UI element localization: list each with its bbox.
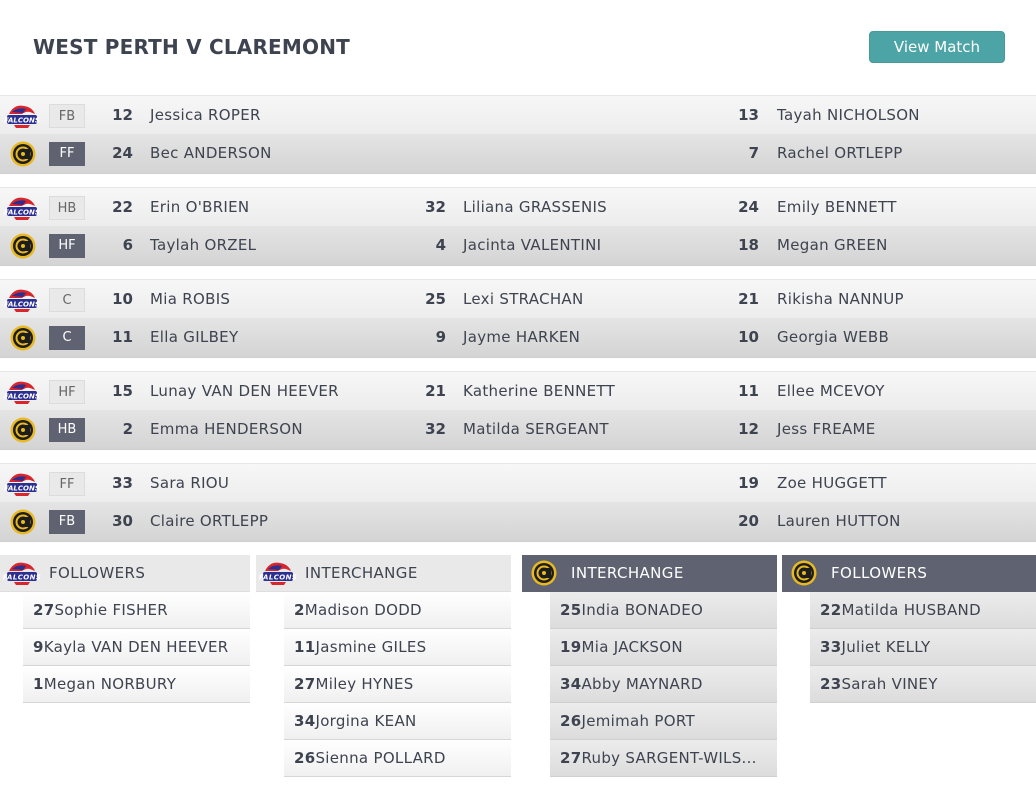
player-name[interactable]: Zoe HUGGETT xyxy=(777,474,887,492)
player-name: Sarah VINEY xyxy=(841,675,938,693)
player-number: 27 xyxy=(560,749,582,767)
claremont-logo xyxy=(7,508,39,536)
player-name: Jemimah PORT xyxy=(581,712,695,730)
player-name: Matilda HUSBAND xyxy=(841,601,981,619)
player-name[interactable]: Georgia WEBB xyxy=(777,328,890,346)
player-number: 23 xyxy=(820,675,842,693)
player-name: Kayla VAN DEN HEEVER xyxy=(43,638,229,656)
player-number: 13 xyxy=(738,106,759,124)
claremont-logo xyxy=(7,324,39,352)
bench-player[interactable] xyxy=(550,666,777,703)
player-name: Juliet KELLY xyxy=(841,638,931,656)
claremont-logo-icon xyxy=(7,508,39,536)
claremont-interchange-panel xyxy=(522,555,777,777)
claremont-logo xyxy=(528,559,560,587)
player-number: 25 xyxy=(560,601,582,619)
player-number: 11 xyxy=(112,328,133,346)
claremont-logo-icon xyxy=(7,416,39,444)
falcons-logo xyxy=(258,559,298,587)
player-number: 24 xyxy=(738,198,759,216)
player-number: 12 xyxy=(112,106,133,124)
player-number: 21 xyxy=(738,290,759,308)
player-name: Miley HYNES xyxy=(315,675,414,693)
player-name: Mia JACKSON xyxy=(581,638,683,656)
player-number: 9 xyxy=(33,638,44,656)
player-name: India BONADEO xyxy=(581,601,704,619)
claremont-logo-icon xyxy=(528,559,560,587)
bench-player[interactable] xyxy=(550,592,777,629)
player-name: Madison DODD xyxy=(304,601,422,619)
player-name[interactable]: Bec ANDERSON xyxy=(150,144,272,162)
player-name[interactable]: Rikisha NANNUP xyxy=(777,290,904,308)
claremont-logo xyxy=(7,232,39,260)
bench-player[interactable] xyxy=(23,592,250,629)
player-name: Sienna POLLARD xyxy=(315,749,446,767)
player-name[interactable]: Mia ROBIS xyxy=(150,290,231,308)
falcons-logo xyxy=(6,470,38,498)
player-name[interactable]: Lauren HUTTON xyxy=(777,512,901,530)
position-badge: FF xyxy=(49,142,85,166)
player-number: 32 xyxy=(425,420,446,438)
player-number: 22 xyxy=(112,198,133,216)
player-number: 11 xyxy=(294,638,316,656)
falcons-logo xyxy=(6,286,38,314)
bench-player[interactable] xyxy=(23,666,250,703)
panel-header xyxy=(782,555,1036,592)
bench-player[interactable] xyxy=(284,592,511,629)
bench-player[interactable] xyxy=(810,592,1036,629)
player-number: 12 xyxy=(738,420,759,438)
claremont-row xyxy=(0,318,1036,358)
player-number: 32 xyxy=(425,198,446,216)
player-number: 10 xyxy=(112,290,133,308)
player-name[interactable]: Erin O'BRIEN xyxy=(150,198,250,216)
player-number: 10 xyxy=(738,328,759,346)
player-name[interactable]: Tayah NICHOLSON xyxy=(777,106,920,124)
bench-player[interactable] xyxy=(810,629,1036,666)
player-number: 34 xyxy=(560,675,582,693)
falcons-logo-icon xyxy=(6,102,38,130)
player-name[interactable]: Sara RIOU xyxy=(150,474,230,492)
panel-title: INTERCHANGE xyxy=(305,564,418,582)
svg-text:FALCONS: FALCONS xyxy=(4,392,40,401)
player-number: 21 xyxy=(425,382,446,400)
panel-header xyxy=(256,555,511,592)
falcons-logo-icon xyxy=(6,286,38,314)
player-number: 4 xyxy=(435,236,446,254)
panel-title: FOLLOWERS xyxy=(49,564,146,582)
falcons-logo-icon xyxy=(2,559,42,587)
svg-text:FALCONS: FALCONS xyxy=(4,116,40,125)
player-number: 26 xyxy=(294,749,316,767)
player-number: 34 xyxy=(294,712,316,730)
svg-text:FALCONS: FALCONS xyxy=(4,208,40,217)
claremont-row xyxy=(0,502,1036,542)
west-perth-row xyxy=(0,463,1036,503)
bench-player[interactable] xyxy=(284,629,511,666)
player-name[interactable]: Jayme HARKEN xyxy=(463,328,581,346)
falcons-logo-icon xyxy=(6,378,38,406)
player-number: 1 xyxy=(33,675,44,693)
bench-player[interactable] xyxy=(284,740,511,777)
player-name[interactable]: Katherine BENNETT xyxy=(463,382,616,400)
bench-player[interactable] xyxy=(284,666,511,703)
claremont-row xyxy=(0,410,1036,450)
player-name[interactable]: Emily BENNETT xyxy=(777,198,897,216)
position-badge: HB xyxy=(49,196,85,220)
west-perth-interchange-panel xyxy=(256,555,511,777)
player-number: 26 xyxy=(560,712,582,730)
bench-player[interactable] xyxy=(550,740,777,777)
player-number: 25 xyxy=(425,290,446,308)
player-number: 33 xyxy=(112,474,133,492)
claremont-row xyxy=(0,226,1036,266)
svg-text:FALCONS: FALCONS xyxy=(4,484,40,493)
claremont-followers-panel xyxy=(782,555,1036,703)
player-number: 2 xyxy=(294,601,305,619)
panel-header xyxy=(522,555,777,592)
position-badge: C xyxy=(49,326,85,350)
player-number: 7 xyxy=(748,144,759,162)
player-name[interactable]: Emma HENDERSON xyxy=(150,420,303,438)
player-name[interactable]: Claire ORTLEPP xyxy=(150,512,269,530)
bench-player[interactable] xyxy=(810,666,1036,703)
player-name: Sophie FISHER xyxy=(54,601,169,619)
position-badge: HB xyxy=(49,418,85,442)
falcons-logo xyxy=(6,102,38,130)
west-perth-row xyxy=(0,187,1036,227)
falcons-logo xyxy=(6,194,38,222)
player-number: 33 xyxy=(820,638,842,656)
svg-text:FALCONS: FALCONS xyxy=(258,573,298,582)
player-name[interactable]: Jacinta VALENTINI xyxy=(463,236,602,254)
position-badge: C xyxy=(49,288,85,312)
falcons-logo-icon xyxy=(6,470,38,498)
bench-player[interactable] xyxy=(23,629,250,666)
position-badge: FB xyxy=(49,104,85,128)
claremont-logo-icon xyxy=(7,324,39,352)
player-name[interactable]: Matilda SERGEANT xyxy=(463,420,609,438)
west-perth-row xyxy=(0,279,1036,319)
claremont-logo-icon xyxy=(7,140,39,168)
player-number: 19 xyxy=(560,638,582,656)
claremont-logo xyxy=(7,140,39,168)
panel-header xyxy=(0,555,250,592)
player-number: 20 xyxy=(738,512,759,530)
player-name: Jasmine GILES xyxy=(315,638,427,656)
bench-player[interactable] xyxy=(550,703,777,740)
falcons-logo-icon xyxy=(258,559,298,587)
claremont-row xyxy=(0,134,1036,174)
player-number: 9 xyxy=(435,328,446,346)
panel-title: INTERCHANGE xyxy=(571,564,684,582)
west-perth-row xyxy=(0,371,1036,411)
position-badge: HF xyxy=(49,234,85,258)
falcons-logo-icon xyxy=(6,194,38,222)
player-name[interactable]: Jessica ROPER xyxy=(150,106,261,124)
position-badge: FF xyxy=(49,472,85,496)
player-name: Megan NORBURY xyxy=(43,675,177,693)
player-number: 19 xyxy=(738,474,759,492)
player-name: Abby MAYNARD xyxy=(581,675,703,693)
player-name: Ruby SARGENT-WILS... xyxy=(581,749,757,767)
player-name[interactable]: Liliana GRASSENIS xyxy=(463,198,608,216)
player-number: 27 xyxy=(294,675,316,693)
svg-text:FALCONS: FALCONS xyxy=(2,573,42,582)
player-number: 11 xyxy=(738,382,759,400)
player-number: 2 xyxy=(122,420,133,438)
claremont-logo-icon xyxy=(788,559,820,587)
player-name[interactable]: Jess FREAME xyxy=(777,420,876,438)
player-name[interactable]: Lexi STRACHAN xyxy=(463,290,584,308)
player-number: 15 xyxy=(112,382,133,400)
match-header xyxy=(0,0,1036,95)
player-number: 18 xyxy=(738,236,759,254)
player-number: 27 xyxy=(33,601,55,619)
player-name[interactable]: Taylah ORZEL xyxy=(150,236,257,254)
position-badge: HF xyxy=(49,380,85,404)
view-match-button[interactable]: View Match xyxy=(869,31,1005,63)
falcons-logo xyxy=(2,559,42,587)
player-name[interactable]: Megan GREEN xyxy=(777,236,888,254)
bench-player[interactable] xyxy=(284,703,511,740)
west-perth-followers-panel xyxy=(0,555,250,703)
svg-text:FALCONS: FALCONS xyxy=(4,300,40,309)
panel-title: FOLLOWERS xyxy=(831,564,928,582)
player-name[interactable]: Rachel ORTLEPP xyxy=(777,144,903,162)
player-number: 22 xyxy=(820,601,842,619)
claremont-logo xyxy=(7,416,39,444)
falcons-logo xyxy=(6,378,38,406)
player-number: 6 xyxy=(122,236,133,254)
player-name: Jorgina KEAN xyxy=(315,712,417,730)
player-name[interactable]: Ella GILBEY xyxy=(150,328,239,346)
player-name[interactable]: Ellee MCEVOY xyxy=(777,382,885,400)
west-perth-row xyxy=(0,95,1036,135)
page-title: WEST PERTH V CLAREMONT xyxy=(33,35,350,59)
player-number: 24 xyxy=(112,144,133,162)
player-name[interactable]: Lunay VAN DEN HEEVER xyxy=(150,382,339,400)
claremont-logo-icon xyxy=(7,232,39,260)
bench-player[interactable] xyxy=(550,629,777,666)
claremont-logo xyxy=(788,559,820,587)
position-badge: FB xyxy=(49,510,85,534)
player-number: 30 xyxy=(112,512,133,530)
